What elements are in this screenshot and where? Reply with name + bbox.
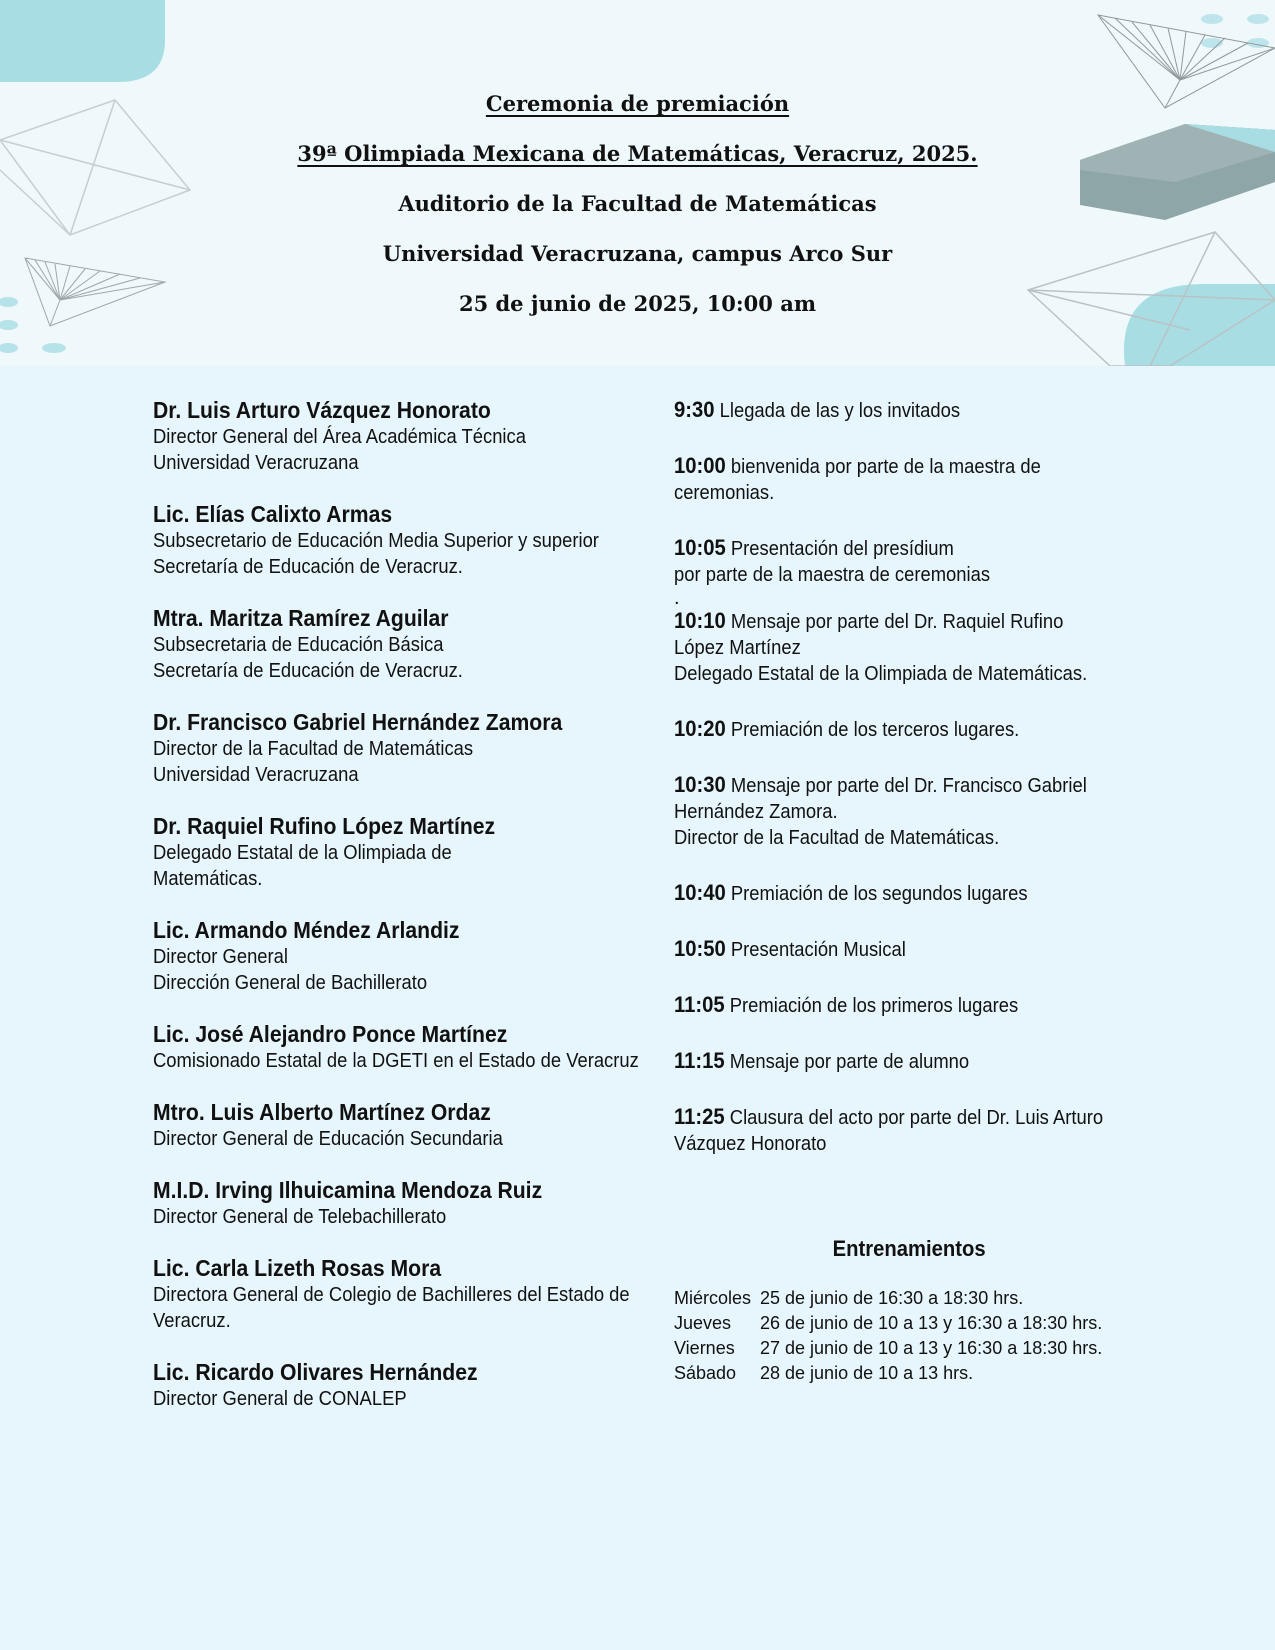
stray-period: . xyxy=(674,587,680,609)
program-item xyxy=(674,1104,1144,1157)
official-name: Dr. Francisco Gabriel Hernández Zamora xyxy=(153,709,563,735)
program-time: 10:40 xyxy=(674,880,726,905)
training-schedule xyxy=(674,1286,1144,1386)
program-description: Presentación Musical xyxy=(730,939,906,961)
official-entry xyxy=(153,1020,663,1074)
program-time: 11:25 xyxy=(674,1104,725,1129)
official-title: Veracruz. xyxy=(153,1310,231,1332)
official-entry xyxy=(153,500,663,580)
program-item-first-line xyxy=(674,608,1106,635)
program-item-first-line xyxy=(674,1048,1106,1075)
official-name: Mtra. Maritza Ramírez Aguilar xyxy=(153,605,449,631)
official-title: Director General de CONALEP xyxy=(153,1388,407,1410)
event-title: Ceremonia de premiación xyxy=(485,91,790,116)
program-description-line: Vázquez Honorato xyxy=(674,1133,827,1155)
program-item xyxy=(674,936,1144,963)
official-name: M.I.D. Irving Ilhuicamina Mendoza Ruiz xyxy=(153,1177,543,1203)
program-description-line: ceremonias. xyxy=(674,482,775,504)
official-title: Director General de Telebachillerato xyxy=(153,1206,447,1228)
program-description: Llegada de las y los invitados xyxy=(719,400,961,422)
official-title: Director General del Área Académica Técnica xyxy=(153,426,526,448)
program-time: 11:05 xyxy=(674,992,725,1017)
official-name: Lic. Armando Méndez Arlandiz xyxy=(153,917,460,943)
training-row xyxy=(674,1361,1144,1386)
program-item xyxy=(674,608,1144,687)
official-entry xyxy=(153,1254,663,1334)
program-description: Mensaje por parte del Dr. Francisco Gabriel xyxy=(730,775,1087,797)
event-campus: Universidad Veracruzana, campus Arco Sur xyxy=(382,241,893,266)
official-title: Matemáticas. xyxy=(153,868,263,890)
program-item-first-line xyxy=(674,453,1106,480)
program-description-line: Hernández Zamora. xyxy=(674,801,838,823)
program-time: 10:30 xyxy=(674,772,726,797)
official-title: Universidad Veracruzana xyxy=(153,452,359,474)
training-day: Jueves xyxy=(674,1313,732,1333)
official-name: Lic. Carla Lizeth Rosas Mora xyxy=(153,1255,442,1281)
training-title: Entrenamientos xyxy=(832,1236,986,1261)
program-item-first-line xyxy=(674,772,1106,799)
official-entry xyxy=(153,1176,663,1230)
official-entry xyxy=(153,1358,663,1412)
official-title: Director General de Educación Secundaria xyxy=(153,1128,503,1150)
program-item xyxy=(674,453,1144,506)
official-title: Director de la Facultad de Matemáticas xyxy=(153,738,474,760)
program-description-line: Delegado Estatal de la Olimpiada de Matemáticas. xyxy=(674,663,1088,685)
program-description: Mensaje por parte de alumno xyxy=(729,1051,970,1073)
official-title: Subsecretario de Educación Media Superior y superior xyxy=(153,530,599,552)
official-entry xyxy=(153,604,663,684)
program-description: Presentación del presídium xyxy=(730,538,954,560)
official-title: Dirección General de Bachillerato xyxy=(153,972,428,994)
program-item-first-line xyxy=(674,936,1106,963)
training-detail: 25 de junio de 16:30 a 18:30 hrs. xyxy=(760,1288,1024,1308)
training-detail: 28 de junio de 10 a 13 hrs. xyxy=(760,1363,974,1383)
training-row xyxy=(674,1286,1144,1311)
training-day: Sábado xyxy=(674,1363,737,1383)
program-item xyxy=(674,535,1144,588)
program-item xyxy=(674,992,1144,1019)
official-entry xyxy=(153,916,663,996)
program-description: Premiación de los primeros lugares xyxy=(729,995,1019,1017)
official-title: Directora General de Colegio de Bachilleres del Estado de xyxy=(153,1284,630,1306)
program-description-line: por parte de la maestra de ceremonias xyxy=(674,564,991,586)
program-description: Mensaje por parte del Dr. Raquiel Rufino xyxy=(730,611,1064,633)
official-entry xyxy=(153,708,663,788)
training-day: Viernes xyxy=(674,1338,735,1358)
program-time: 10:50 xyxy=(674,936,726,961)
official-title: Comisionado Estatal de la DGETI en el Estado de Veracruz xyxy=(153,1050,639,1072)
program-description-line: Director de la Facultad de Matemáticas. xyxy=(674,827,1000,849)
program-item xyxy=(674,1048,1144,1075)
officials-list xyxy=(153,396,663,1436)
official-entry xyxy=(153,812,663,892)
training-day: Miércoles xyxy=(674,1288,752,1308)
official-entry xyxy=(153,1098,663,1152)
program-item xyxy=(674,880,1144,907)
training-detail: 26 de junio de 10 a 13 y 16:30 a 18:30 hrs. xyxy=(760,1313,1103,1333)
official-name: Lic. José Alejandro Ponce Martínez xyxy=(153,1021,508,1047)
training-row xyxy=(674,1311,1144,1336)
program-time: 10:05 xyxy=(674,535,726,560)
program-time: 10:20 xyxy=(674,716,726,741)
program-item xyxy=(674,772,1144,851)
program-item-first-line xyxy=(674,535,1106,562)
official-title: Secretaría de Educación de Veracruz. xyxy=(153,660,463,682)
program-schedule xyxy=(674,397,1144,1186)
program-item-first-line xyxy=(674,716,1106,743)
training-row xyxy=(674,1336,1144,1361)
training-detail: 27 de junio de 10 a 13 y 16:30 a 18:30 hrs. xyxy=(760,1338,1103,1358)
program-item xyxy=(674,397,1144,424)
program-description-line: López Martínez xyxy=(674,637,801,659)
official-title: Delegado Estatal de la Olimpiada de xyxy=(153,842,452,864)
program-time: 11:15 xyxy=(674,1048,725,1073)
program-item-first-line xyxy=(674,1104,1106,1131)
official-name: Dr. Raquiel Rufino López Martínez xyxy=(153,813,496,839)
official-name: Mtro. Luis Alberto Martínez Ordaz xyxy=(153,1099,491,1125)
program-time: 10:10 xyxy=(674,608,726,633)
program-time: 9:30 xyxy=(674,397,715,422)
official-title: Secretaría de Educación de Veracruz. xyxy=(153,556,463,578)
official-name: Dr. Luis Arturo Vázquez Honorato xyxy=(153,397,491,423)
program-description: bienvenida por parte de la maestra de xyxy=(730,456,1041,478)
program-item-first-line xyxy=(674,880,1106,907)
event-date: 25 de junio de 2025, 10:00 am xyxy=(458,291,817,316)
program-time: 10:00 xyxy=(674,453,726,478)
official-title: Director General xyxy=(153,946,288,968)
program-item-first-line xyxy=(674,397,1106,424)
program-item xyxy=(674,716,1144,743)
official-entry xyxy=(153,396,663,476)
event-header xyxy=(0,84,1275,334)
official-title: Universidad Veracruzana xyxy=(153,764,359,786)
official-name: Lic. Elías Calixto Armas xyxy=(153,501,393,527)
program-description: Premiación de los segundos lugares xyxy=(730,883,1028,905)
program-description: Premiación de los terceros lugares. xyxy=(730,719,1020,741)
program-item-first-line xyxy=(674,992,1106,1019)
event-venue: Auditorio de la Facultad de Matemáticas xyxy=(398,191,877,216)
event-subtitle: 39ª Olimpiada Mexicana de Matemáticas, Veracruz, 2025. xyxy=(297,141,978,166)
official-name: Lic. Ricardo Olivares Hernández xyxy=(153,1359,478,1385)
program-description: Clausura del acto por parte del Dr. Luis Arturo xyxy=(729,1107,1104,1129)
official-title: Subsecretaria de Educación Básica xyxy=(153,634,444,656)
